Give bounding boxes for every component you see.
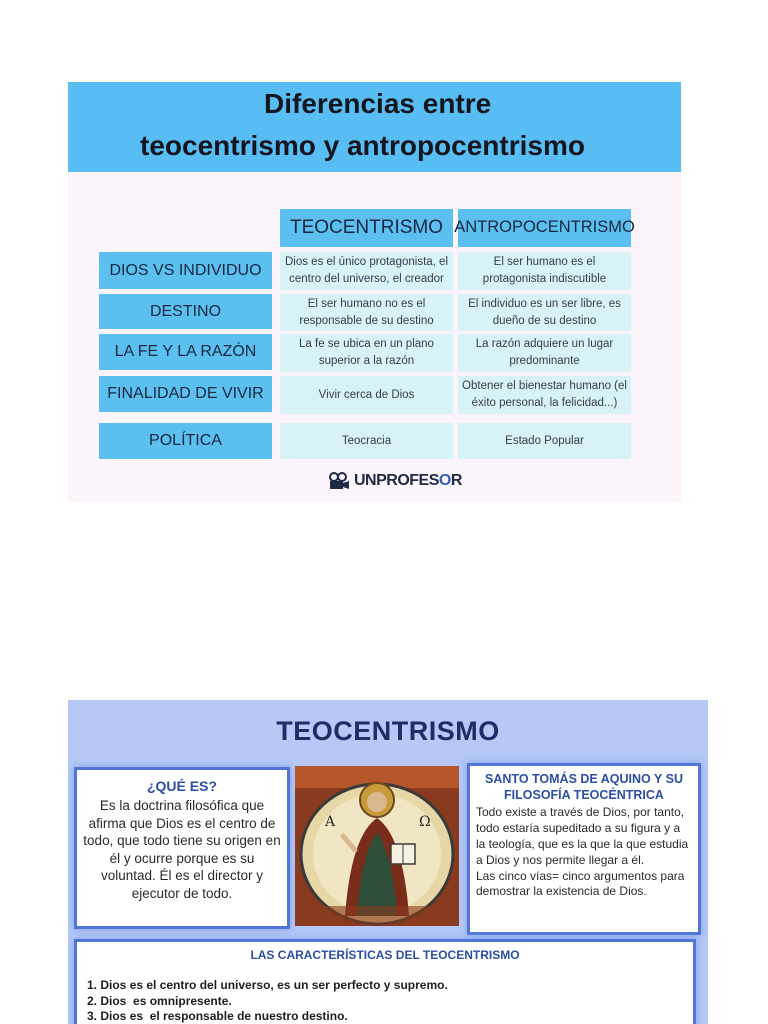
cell-teo-destino: El ser humano no es el responsable de su destino bbox=[280, 294, 453, 331]
column-header-teocentrismo: TEOCENTRISMO bbox=[280, 209, 453, 247]
infographic-header bbox=[68, 82, 681, 172]
brand-suffix: R bbox=[450, 472, 462, 489]
list-item-text: Dios es el centro del universo, es un ser perfecto y supremo. bbox=[97, 978, 448, 992]
cell-antropo-finalidad-de-vivir: Obtener el bienestar humano (el éxito personal, la felicidad...) bbox=[458, 376, 631, 414]
brand-prefix: UNPROFES bbox=[354, 472, 439, 489]
santo-tomas-panel bbox=[470, 766, 698, 932]
que-es-body: Es la doctrina filosófica que afirma que Dios es el centro de todo, que todo tiene su origen en él y ocurre porque es su voluntad. Él es el director y ejecutor de todo. bbox=[83, 798, 281, 901]
row-label-destino: DESTINO bbox=[99, 294, 272, 329]
list-item-text: Dios es omnipresente. bbox=[97, 993, 232, 1008]
cell-teo-fe-y-razon: La fe se ubica en un plano superior a la razón bbox=[280, 334, 453, 372]
list-item bbox=[87, 994, 683, 1010]
santo-tomas-heading: SANTO TOMÁS DE AQUINO Y SU FILOSOFÍA TEOCÉNTRICA bbox=[485, 772, 683, 802]
que-es-heading: ¿QUÉ ES? bbox=[146, 778, 217, 794]
que-es-panel bbox=[77, 770, 287, 926]
cell-antropo-politica: Estado Popular bbox=[458, 423, 631, 459]
list-item-text: Dios es el responsable de nuestro destino. bbox=[97, 1009, 348, 1024]
row-label-fe-y-razon: LA FE Y LA RAZÓN bbox=[99, 334, 272, 370]
column-header-antropocentrismo: ANTROPOCENTRISMO bbox=[458, 209, 631, 247]
row-label-finalidad-de-vivir: FINALIDAD DE VIVIR bbox=[99, 376, 272, 412]
comparison-infographic bbox=[68, 82, 681, 502]
cell-teo-politica: Teocracia bbox=[280, 423, 453, 459]
list-item bbox=[87, 1009, 683, 1024]
svg-text:A: A bbox=[325, 814, 336, 830]
unprofesor-logo bbox=[328, 472, 462, 490]
row-label-politica: POLÍTICA bbox=[99, 423, 272, 459]
cell-teo-finalidad-de-vivir: Vivir cerca de Dios bbox=[280, 376, 453, 414]
camera-icon bbox=[328, 472, 350, 490]
caracteristicas-panel bbox=[77, 942, 693, 1024]
christ-pantocrator-fresco-image bbox=[295, 766, 459, 926]
cell-antropo-dios-vs-individuo: El ser humano es el protagonista indiscutible bbox=[458, 252, 631, 290]
infographic-title-line1: Diferencias entre bbox=[264, 88, 492, 119]
teocentrismo-title: TEOCENTRISMO bbox=[276, 716, 500, 746]
list-item-number: 1. bbox=[87, 978, 98, 992]
santo-tomas-cinco-vias: Las cinco vías= cinco argumentos para demostrar la existencia de Dios. bbox=[476, 868, 685, 899]
cell-antropo-fe-y-razon: La razón adquiere un lugar predominante bbox=[458, 334, 631, 372]
list-item bbox=[87, 978, 683, 994]
teocentrismo-infographic bbox=[68, 700, 708, 1024]
brand-mark: O bbox=[438, 472, 451, 489]
list-item-number: 3. bbox=[87, 1009, 98, 1024]
cell-teo-dios-vs-individuo: Dios es el único protagonista, el centro del universo, el creador bbox=[280, 252, 453, 290]
svg-text:Ω: Ω bbox=[419, 814, 431, 830]
list-item-number: 2. bbox=[87, 993, 98, 1008]
santo-tomas-body: Todo existe a través de Dios, por tanto, todo estaría supeditado a su figura y a la teología, que es la que la que estudia a Dios y nos permite llegar a él. bbox=[476, 805, 689, 867]
cell-antropo-destino: El individuo es un ser libre, es dueño de su destino bbox=[458, 294, 631, 331]
infographic-title-line2: teocentrismo y antropocentrismo bbox=[140, 130, 585, 161]
caracteristicas-heading: LAS CARACTERÍSTICAS DEL TEOCENTRISMO bbox=[250, 948, 520, 962]
row-label-dios-vs-individuo: DIOS VS INDIVIDUO bbox=[99, 252, 272, 289]
